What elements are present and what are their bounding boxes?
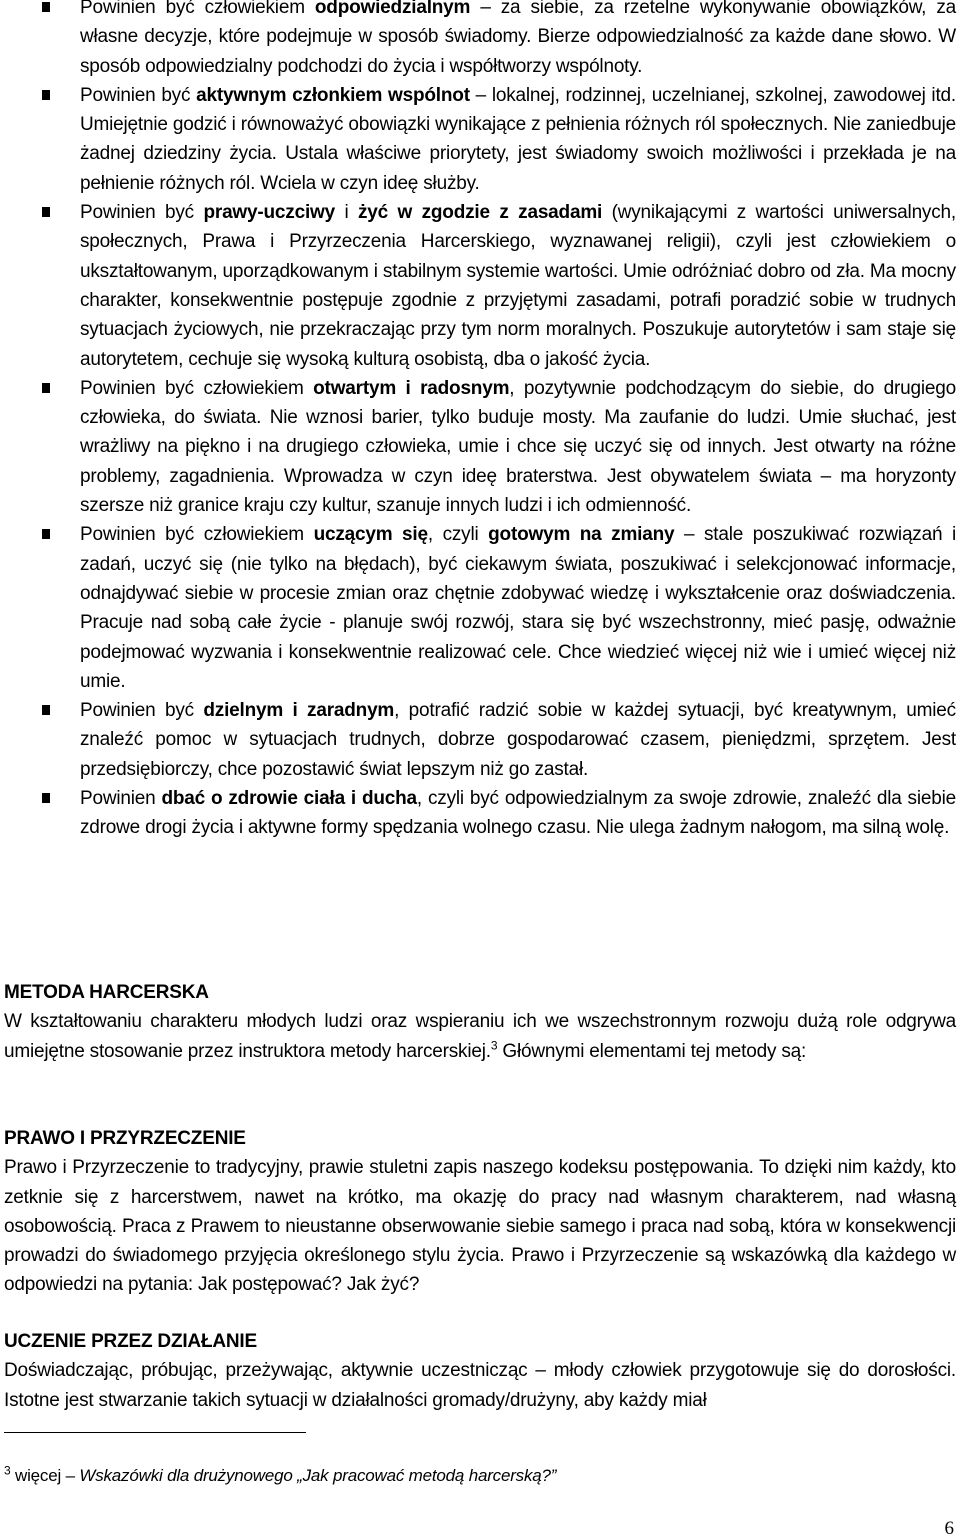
footnote: $^3$ więcej – Wskazówki dla drużynowego „Jak pracować metodą harcerską?” (4, 1463, 557, 1485)
bullet-text (80, 700, 956, 780)
bullet-text (80, 85, 956, 194)
emphasis-text: uczącym się (313, 524, 428, 546)
section-uczenie (4, 1327, 956, 1415)
text-run: , czyli (427, 524, 489, 546)
footnote-number: 3 (4, 1463, 11, 1478)
page-number: 6 (944, 1518, 954, 1539)
emphasis-text: żyć w zgodzie z zasadami (358, 202, 603, 224)
text-run: Powinien być człowiekiem (80, 524, 314, 546)
section-paragraph: Doświadczając, próbując, przeżywając, aktywnie uczestnicząc – młody człowiek przygotowuje się do dorosłości. Istotne jest stwarzanie takich sytuacji w działalności gromady/drużyny, aby każdy miał (4, 1360, 956, 1411)
text-run: Powinien (80, 788, 162, 810)
emphasis-text: prawy-uczciwy (203, 202, 335, 224)
square-bullet-icon (42, 2, 50, 12)
square-bullet-icon (42, 207, 50, 217)
text-run: i (334, 202, 358, 224)
emphasis-text: dbać o zdrowie ciała i ducha (161, 788, 417, 810)
text-run: Powinien być (80, 84, 197, 106)
text-run: Powinien być człowiekiem (80, 377, 314, 399)
section-heading: UCZENIE PRZEZ DZIAŁANIE (4, 1331, 257, 1352)
square-bullet-icon (42, 793, 50, 803)
square-bullet-icon (42, 90, 50, 100)
emphasis-text: dzielnym i zaradnym (203, 700, 395, 722)
text-run: Powinien być człowiekiem (80, 0, 315, 18)
section-heading: METODA HARCERSKA (4, 982, 209, 1003)
bullet-item (0, 784, 960, 843)
footnote-reference[interactable]: 3 (490, 1038, 498, 1053)
section-prawo (4, 1124, 956, 1300)
emphasis-text: odpowiedzialnym (314, 0, 471, 18)
bullet-item (0, 81, 960, 198)
bullet-text (80, 378, 956, 516)
section-paragraph: Prawo i Przyrzeczenie to tradycyjny, prawie stuletni zapis naszego kodeksu postępowania. To dzięki nim każdy, kto zetknie się z harcerstwem, nawet na krótko, ma okazję do pracy nad własnym charakterem, nad własną osobowością. Praca z Prawem to nieustanne obserwowanie siebie samego i praca nad sobą, która w konsekwencji prowadzi do świadomego przyjęcia określonego stylu życia. Prawo i Przyrzeczenie są wskazówką dla każdego w odpowiedzi na pytania: Jak postępować? Jak żyć? (4, 1157, 956, 1296)
bullet-text (80, 524, 956, 691)
bullet-text (80, 788, 956, 838)
text-run: – lokalnej, rodzinnej, uczelnianej, szkolnej, zawodowej itd. Umiejętnie godzić i równoważyć obowiązki wynikające z pełnienia różnych ról społecznych. Nie zaniedbuje żadnej dziedziny życia. Ustala właściwe priorytety, jest świadomy swoich możliwości i przekłada je na pełnienie różnych ról. Wciela w czyn ideę służby. (80, 84, 957, 194)
text-run: , potrafić radzić sobie w każdej sytuacji, być kreatywnym, umieć znaleźć pomoc w sytuacjach trudnych, dobrze gospodarować czasem, pieniędzmi, sprzętem. Jest przedsiębiorczy, chce pozostawić świat lepszym niż go zastał. (80, 700, 956, 780)
text-run: Powinien być (80, 700, 204, 722)
square-bullet-icon (42, 705, 50, 715)
footnote-title: Wskazówki dla drużynowego „Jak pracować metodą harcerską?” (79, 1466, 557, 1485)
bullet-item (0, 696, 960, 784)
emphasis-text: gotowym na zmiany (488, 524, 675, 546)
bullet-item (0, 520, 960, 696)
text-run: , czyli być odpowiedzialnym za swoje zdrowie, znaleźć dla siebie zdrowe drogi życia i aktywne formy spędzania wolnego czasu. Nie ulega żadnym nałogom, ma silną wolę. (80, 788, 957, 839)
square-bullet-icon (42, 529, 50, 539)
square-bullet-icon (42, 383, 50, 393)
text-run: Powinien być (80, 202, 204, 224)
bullet-text (80, 202, 956, 369)
text-run: – stale poszukiwać rozwiązań i zadań, uczyć się (nie tylko na błędach), być ciekawym świata, poszukiwać i selekcjonować informacje, odnajdywać siebie w procesie zmian oraz chętnie zdobywać wiedzę i wykształcenie oraz doświadczenia. Pracuje nad sobą całe życie - planuje swój rozwój, stara się być wszechstronny, mieć pasję, odważnie podejmować wyzwania i konsekwentnie realizować cele. Chce wiedzieć więcej niż wie i umieć więcej niż umie. (80, 524, 956, 692)
emphasis-text: aktywnym członkiem wspólnot (196, 84, 470, 106)
bullet-item (0, 0, 960, 81)
emphasis-text: otwartym i radosnym (313, 377, 510, 399)
bullet-item (0, 374, 960, 520)
bullet-text (80, 0, 956, 77)
bullet-item (0, 198, 960, 374)
section-paragraph: W kształtowaniu charakteru młodych ludzi oraz wspieraniu ich we wszechstronnym rozwoju dużą role odgrywa umiejętne stosowanie przez instruktora metody harcerskiej.$^3$ Głównymi elementami tej metody są: (4, 1011, 956, 1062)
section-metoda (4, 978, 956, 1066)
text-run: – za siebie, za rzetelne wykonywanie obowiązków, za własne decyzje, które podejmuje w sposób świadomy. Bierze odpowiedzialność za każde dane słowo. W sposób odpowiedzialny podchodzi do życia i współtworzy wspólnoty. (80, 0, 957, 77)
text-run: (wynikającymi z wartości uniwersalnych, społecznych, Prawa i Przyrzeczenia Harcerskiego, wyznawanej religii), czyli jest człowiekiem o ukształtowanym, uporządkowanym i stabilnym systemie wartości. Umie odróżniać dobro od zła. Ma mocny charakter, konsekwentnie postępuje zgodnie z przyjętymi zasadami, potrafi poradzić sobie w trudnych sytuacjach życiowych, nie przekraczając przy tym norm moralnych. Poszukuje autorytetów i sam staje się autorytetem, cechuje się wysoką kulturą osobistą, dba o jakość życia. (80, 202, 956, 370)
text-run: , pozytywnie podchodzącym do siebie, do drugiego człowieka, do świata. Nie wznosi barier, tylko buduje mosty. Ma zaufanie do ludzi. Umie słuchać, jest wrażliwy na piękno i na drugiego człowieka, umie i chce się uczyć się od innych. Jest otwarty na różne problemy, zagadnienia. Wprowadza w czyn ideę braterstwa. Jest obywatelem świata – ma horyzonty szersze niż granice kraju czy kultur, szanuje innych ludzi i ich odmienność. (80, 377, 957, 517)
footnote-separator (4, 1432, 306, 1433)
section-heading: PRAWO I PRZYRZECZENIE (4, 1128, 246, 1149)
